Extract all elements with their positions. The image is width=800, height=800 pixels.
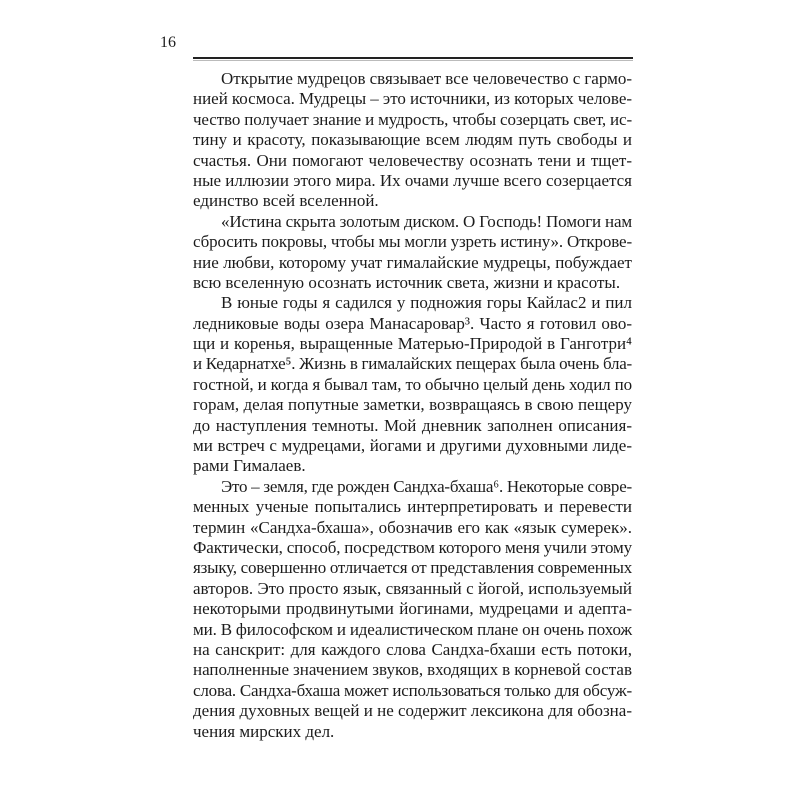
text-line-content: тину и красоту, показывающие всем людям путь свободы и bbox=[193, 130, 632, 150]
text-line-content: некоторыми продвинутыми йогинами, мудрецами и адепта- bbox=[193, 599, 632, 619]
text-line bbox=[193, 681, 633, 701]
text-line-content: чество получает знание и мудрость, чтобы созерцать свет, ис- bbox=[193, 109, 632, 129]
paragraph bbox=[193, 212, 633, 294]
body-text bbox=[193, 69, 633, 742]
text-line bbox=[193, 497, 633, 517]
text-line-content: ледниковые воды озера Манасаровар³. Часто я готовил ово- bbox=[193, 313, 632, 333]
text-line bbox=[193, 314, 633, 334]
text-line bbox=[193, 110, 633, 130]
text-line bbox=[193, 293, 633, 313]
text-line-content: дения духовных вещей и не содержит лексикона для обозна- bbox=[193, 701, 632, 721]
text-line-content: слова. Сандха-бхаша может использоваться только для обсуж- bbox=[193, 680, 632, 700]
text-line-content: счастья. Они помогают человечеству осознать тени и тщет- bbox=[193, 150, 632, 170]
text-line bbox=[193, 477, 633, 497]
text-line-content: ми. В философском и идеалистическом плане он очень похож bbox=[193, 619, 632, 639]
text-line-content: языку, совершенно отличается от представления современных bbox=[193, 558, 632, 578]
header-rule bbox=[193, 57, 633, 59]
text-line bbox=[193, 640, 633, 660]
text-line bbox=[193, 354, 633, 374]
text-line-content: чения мирских дел. bbox=[193, 721, 335, 741]
text-line bbox=[193, 538, 633, 558]
text-line bbox=[193, 456, 633, 476]
text-line-content: и Кедарнатхе⁵. Жизнь в гималайских пещерах была очень бла- bbox=[193, 354, 632, 374]
text-line-content: гостной, и когда я бывал там, то обычно целый день ходил по bbox=[193, 374, 632, 394]
text-line-content: термин «Сандха-бхаша», обозначив его как «язык сумерек». bbox=[193, 517, 632, 537]
text-line bbox=[193, 436, 633, 456]
text-line-content: рами Гималаев. bbox=[193, 456, 306, 476]
text-line-content: авторов. Это просто язык, связанный с йогой, используемый bbox=[193, 578, 632, 598]
page-number: 16 bbox=[160, 34, 176, 51]
text-line-content: до наступления темноты. Мой дневник заполнен описания- bbox=[193, 415, 632, 435]
text-line bbox=[193, 273, 633, 293]
text-line bbox=[193, 89, 633, 109]
text-line bbox=[193, 69, 633, 89]
paragraph bbox=[193, 69, 633, 212]
paragraph bbox=[193, 293, 633, 477]
text-line-content: ми встреч с мудрецами, йогами и другими духовными лиде- bbox=[193, 436, 632, 456]
text-line-content: «Истина скрыта золотым диском. О Господь! Помоги нам bbox=[221, 211, 632, 231]
text-line-content: ные иллюзии этого мира. Их очами лучше всего созерцается bbox=[193, 170, 632, 190]
text-line-content: наполненные значением звуков, входящих в корневой состав bbox=[193, 660, 632, 680]
text-line-content: единство всей вселенной. bbox=[193, 191, 379, 211]
text-line bbox=[193, 722, 633, 742]
text-line bbox=[193, 558, 633, 578]
text-line-content: менных ученые попытались интерпретировать и перевести bbox=[193, 497, 632, 517]
text-line bbox=[193, 191, 633, 211]
text-line-content: щи и коренья, выращенные Матерью-Природой в Ганготри⁴ bbox=[193, 334, 632, 354]
text-line bbox=[193, 232, 633, 252]
text-line-content: ние любви, которому учат гималайские мудрецы, побуждает bbox=[193, 252, 632, 272]
text-line bbox=[193, 620, 633, 640]
paragraph bbox=[193, 477, 633, 742]
text-line bbox=[193, 518, 633, 538]
text-line bbox=[193, 395, 633, 415]
text-line bbox=[193, 130, 633, 150]
text-line bbox=[193, 599, 633, 619]
text-line-content: всю вселенную осознать источник света, жизни и красоты. bbox=[193, 272, 621, 292]
text-line bbox=[193, 375, 633, 395]
text-line-content: Фактически, способ, посредством которого меня учили этому bbox=[193, 537, 632, 557]
text-line bbox=[193, 416, 633, 436]
text-line bbox=[193, 151, 633, 171]
text-line bbox=[193, 253, 633, 273]
text-line-content: В юные годы я садился у подножия горы Кайлас2 и пил bbox=[221, 293, 632, 313]
text-line-content: сбросить покровы, чтобы мы могли узреть истину». Открове- bbox=[193, 232, 632, 252]
text-line bbox=[193, 579, 633, 599]
text-line bbox=[193, 660, 633, 680]
text-line-content: на санскрит: для каждого слова Сандха-бхаши есть потоки, bbox=[193, 639, 632, 659]
text-line bbox=[193, 171, 633, 191]
text-line bbox=[193, 334, 633, 354]
text-line-content: Открытие мудрецов связывает все человечество с гармо- bbox=[221, 69, 632, 88]
text-line-content: нией космоса. Мудрецы – это источники, из которых челове- bbox=[193, 89, 632, 109]
text-line-content: горам, делая попутные заметки, возвращаясь в свою пещеру bbox=[193, 395, 632, 415]
text-line bbox=[193, 701, 633, 721]
header-rule-thin bbox=[193, 60, 633, 61]
text-line bbox=[193, 212, 633, 232]
text-line-content: Это – земля, где рожден Сандха-бхаша⁶. Некоторые совре- bbox=[221, 476, 632, 496]
